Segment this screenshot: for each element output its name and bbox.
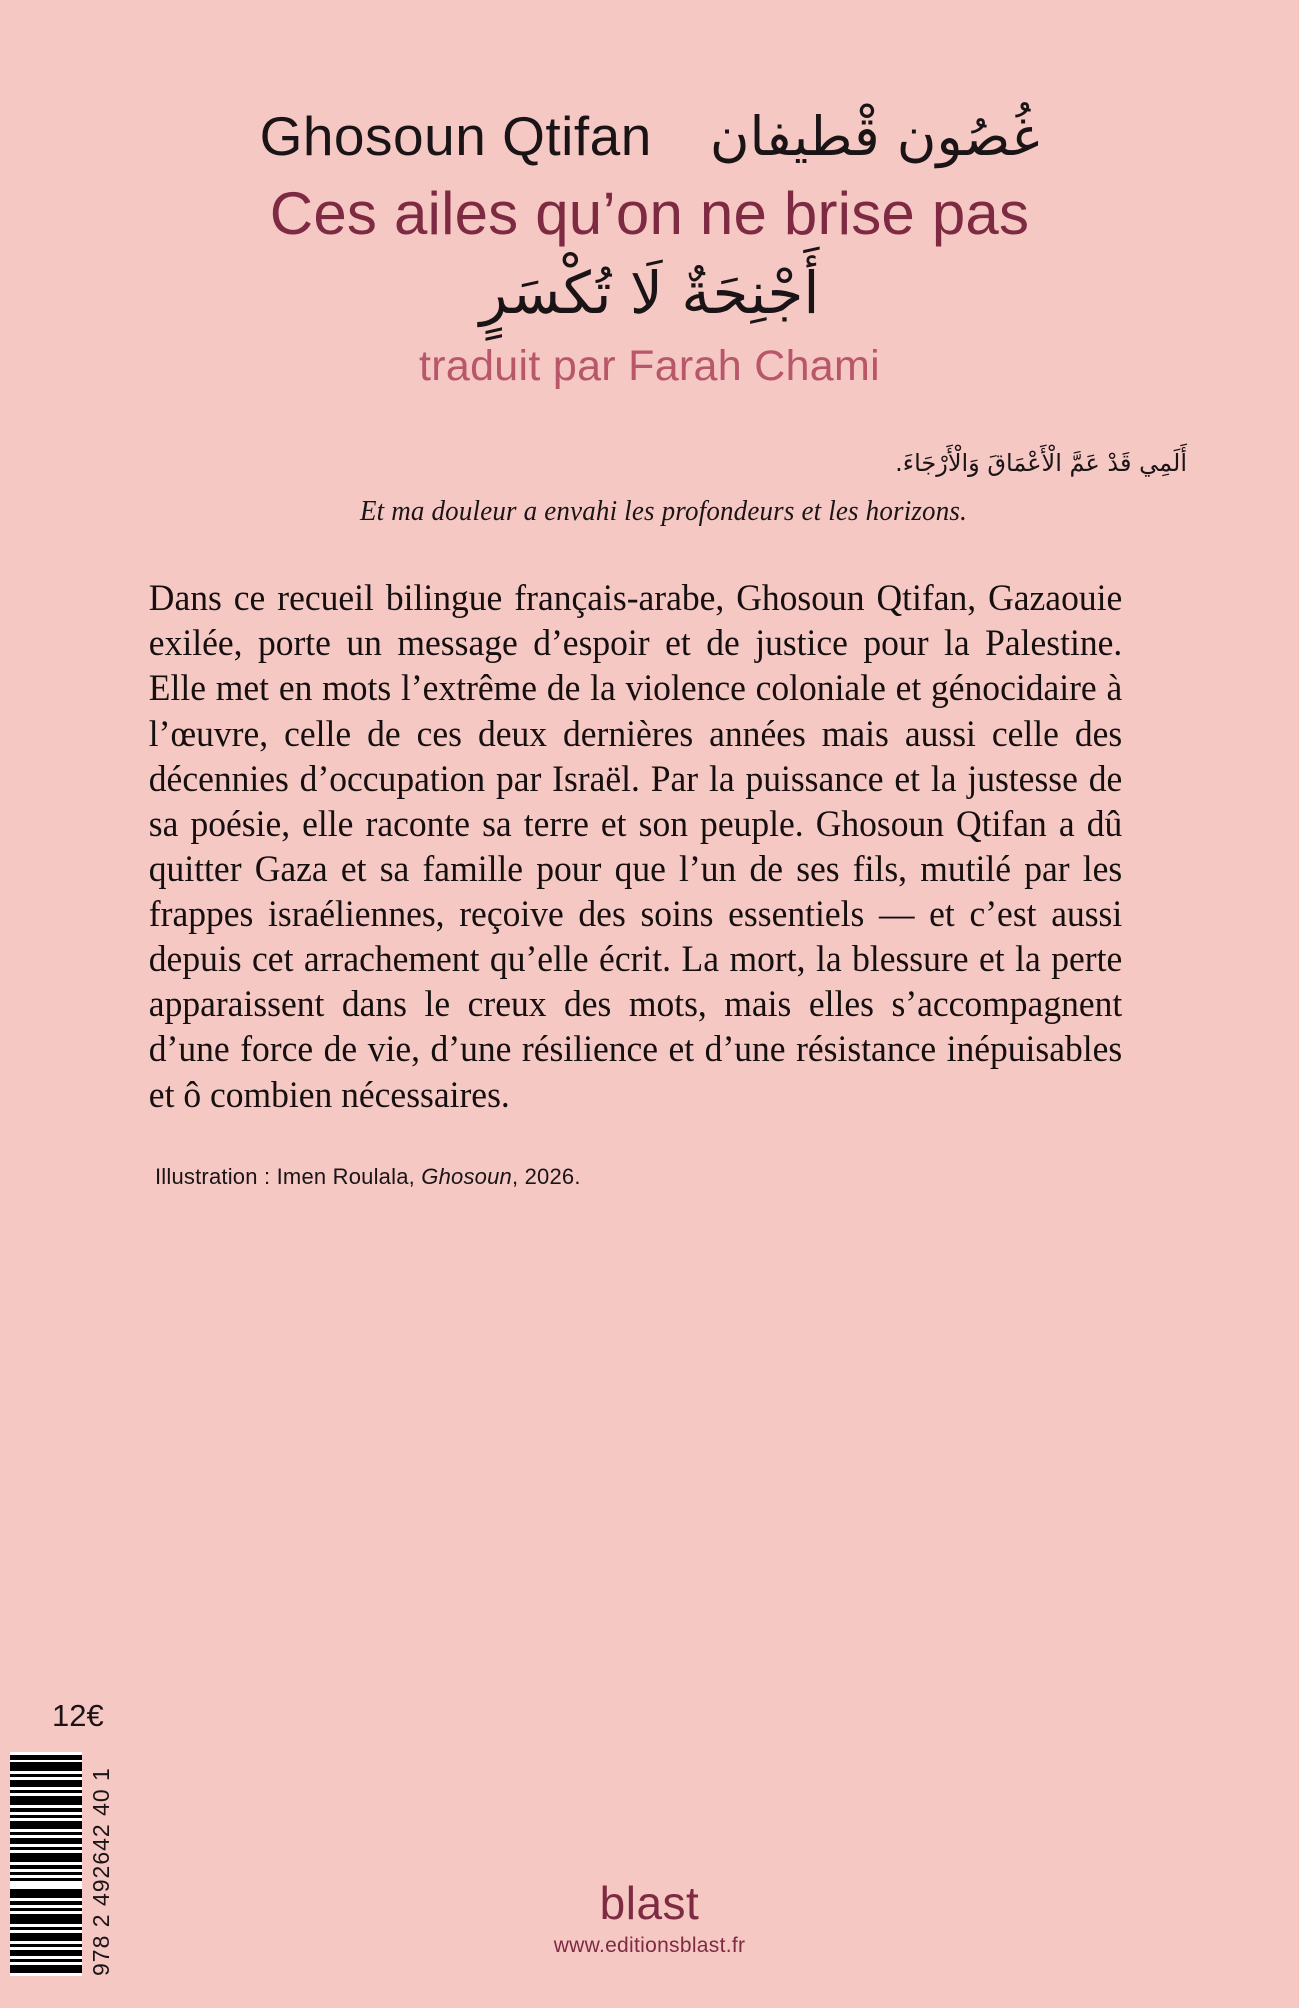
- epigraph-arabic: أَلَمِي قَدْ عَمَّ الْأَعْمَاقَ وَالْأَرْجَاءَ.: [895, 449, 1187, 478]
- illustration-credit: [0, 1164, 1299, 1190]
- author-line: [0, 105, 1299, 168]
- cover-header: [0, 0, 1299, 391]
- blurb-paragraph: Dans ce recueil bilingue français-arabe, Ghosoun Qtifan, Gazaouie exilée, porte un message d’espoir et de justice pour la Palestine. Elle met en mots l’extrême de la violence coloniale et génocidaire à l’œuvre, celle de ces deux dernières années mais aussi celle des décennies d’occupation par Israël. Par la puissance et la justesse de sa poésie, elle raconte sa terre et son peuple. Ghosoun Qtifan a dû quitter Gaza et sa famille pour que l’un de ses fils, mutilé par les frappes israéliennes, reçoive des soins essentiels — et c’est aussi depuis cet arrachement qu’elle écrit. La mort, la blessure et la perte apparaissent dans le creux des mots, mais elles s’accompagnent d’une force de vie, d’une résilience et d’une résistance inépuisables et ô combien nécessaires.: [148, 578, 1123, 1116]
- illustration-work-title: Ghosoun: [421, 1163, 512, 1189]
- author-name-arabic: غُصُون قْطيفان: [709, 105, 1040, 168]
- illustration-credit-suffix: , 2026.: [511, 1163, 581, 1189]
- publisher-website[interactable]: www.editionsblast.fr: [553, 1934, 746, 1957]
- book-title-arabic: أَجْنِحَةٌ لَا تُكْسَرٍ: [479, 258, 820, 327]
- author-name-latin: Ghosoun Qtifan: [259, 105, 652, 167]
- translator-credit: traduit par Farah Chami: [419, 342, 880, 391]
- isbn-number: 978 2 492642 40 1: [88, 1767, 114, 1976]
- publisher-logo: blast: [599, 1877, 700, 1929]
- publisher-block: [0, 1877, 1299, 1958]
- illustration-credit-prefix: Illustration : Imen Roulala,: [155, 1163, 422, 1189]
- price-label: 12€: [52, 1698, 104, 1733]
- book-title-french: Ces ailes qu’on ne brise pas: [269, 179, 1030, 247]
- epigraph-block: [0, 445, 1299, 528]
- epigraph-french: Et ma douleur a envahi les profondeurs et les horizons.: [359, 495, 968, 528]
- blurb-text: [0, 576, 1247, 1118]
